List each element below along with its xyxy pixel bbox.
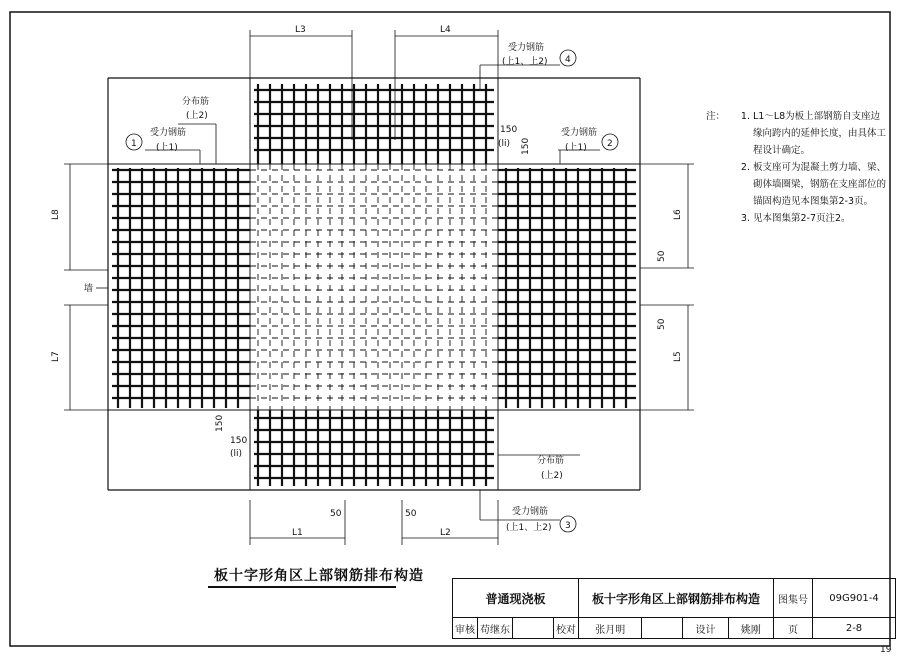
dim-li-top: (li) — [498, 139, 511, 149]
dim-50-left: 50 — [330, 509, 342, 519]
tb-check-label: 校对 — [554, 618, 579, 639]
dim-L2: L2 — [440, 528, 451, 538]
tb-checker: 张月明 — [579, 618, 642, 639]
label-shangli-right: 受力钢筋 — [561, 128, 598, 138]
title-block — [452, 578, 896, 639]
callout-4-num: 4 — [565, 55, 571, 65]
dim-L8: L8 — [51, 209, 61, 220]
label-s2-bot: (上2) — [541, 471, 563, 481]
dim-50-r2: 50 — [657, 318, 667, 330]
tb-design-label: 设计 — [683, 618, 728, 639]
note-2-num: 2. — [740, 162, 750, 173]
tb-designer: 姚刚 — [728, 618, 773, 639]
dim-L5: L5 — [673, 351, 683, 362]
tb-checker-sign — [642, 618, 683, 639]
dim-L3: L3 — [295, 25, 306, 35]
label-s1-left: (上1) — [156, 143, 178, 153]
dim-150-top: 150 — [500, 125, 518, 135]
caption-underline — [208, 586, 396, 588]
dim-L7: L7 — [51, 351, 61, 362]
dim-L1: L1 — [292, 528, 303, 538]
dim-150-top2: 150 — [521, 137, 531, 155]
top-dimensions — [250, 30, 498, 140]
notes-block — [706, 108, 886, 227]
notes-lead: 注： — [706, 111, 726, 122]
note-1-line-3: 程设计确定。 — [753, 145, 811, 156]
note-3-num: 3. — [740, 213, 750, 224]
note-2-line-1: 板支座可为混凝土剪力墙、梁、 — [753, 162, 887, 173]
dim-50-right: 50 — [405, 509, 417, 519]
label-s1-right: (上1) — [565, 143, 587, 153]
drawing-caption: 板十字形角区上部钢筋排布构造 — [214, 568, 424, 584]
label-shangli-left: 受力钢筋 — [150, 128, 187, 138]
tb-page-no: 2-8 — [813, 618, 896, 639]
dim-L6: L6 — [673, 209, 683, 220]
label-s12-top: (上1、上2) — [502, 57, 548, 67]
sheet-page-number: 19 — [880, 645, 892, 655]
right-dimensions — [640, 164, 694, 410]
note-2-line-2: 砌体墙圈梁，钢筋在支座部位的 — [753, 179, 887, 190]
label-fenbujin-top: 分布筋 — [182, 97, 210, 107]
dim-L4: L4 — [440, 25, 451, 35]
tb-review-label: 审核 — [453, 618, 478, 639]
label-shangli-bot: 受力钢筋 — [512, 507, 549, 517]
dim-50-r1: 50 — [657, 250, 667, 262]
callout-1-num: 1 — [131, 139, 137, 149]
note-2-line-3: 锚固构造见本图集第2-3页。 — [753, 196, 874, 207]
label-s2-top: (上2) — [186, 111, 208, 121]
support-outline — [108, 78, 640, 490]
bottom-dimensions — [250, 500, 498, 545]
note-1-line-1: L1～L8为板上部钢筋自支座边 — [753, 111, 881, 122]
note-1-num: 1. — [740, 111, 750, 122]
label-fenbujin-bot: 分布筋 — [537, 456, 565, 466]
dim-150-bot: 150 — [215, 414, 225, 432]
callout-3-num: 3 — [565, 521, 571, 531]
tb-title: 板十字形角区上部钢筋排布构造 — [579, 579, 774, 618]
callout-2-num: 2 — [607, 139, 613, 149]
label-s12-bot: (上1、上2) — [506, 523, 552, 533]
tb-atlas-label: 图集号 — [774, 579, 813, 618]
tb-reviewer-sign — [513, 618, 554, 639]
note-3-line-1: 见本图集第2-7页注2。 — [753, 213, 851, 224]
wall-label: 墙 — [84, 284, 94, 294]
tb-reviewer: 苟继东 — [478, 618, 513, 639]
rebar-mesh — [112, 84, 636, 486]
label-shangli-top: 受力钢筋 — [508, 43, 545, 53]
note-1-line-2: 缘向跨内的延伸长度，由具体工 — [753, 128, 887, 139]
dim-li-bot: (li) — [230, 449, 243, 459]
tb-page-label: 页 — [774, 618, 813, 639]
dim-150-bot2: 150 — [230, 436, 248, 446]
tb-category: 普通现浇板 — [453, 579, 579, 618]
tb-atlas-no: 09G901-4 — [813, 579, 896, 618]
